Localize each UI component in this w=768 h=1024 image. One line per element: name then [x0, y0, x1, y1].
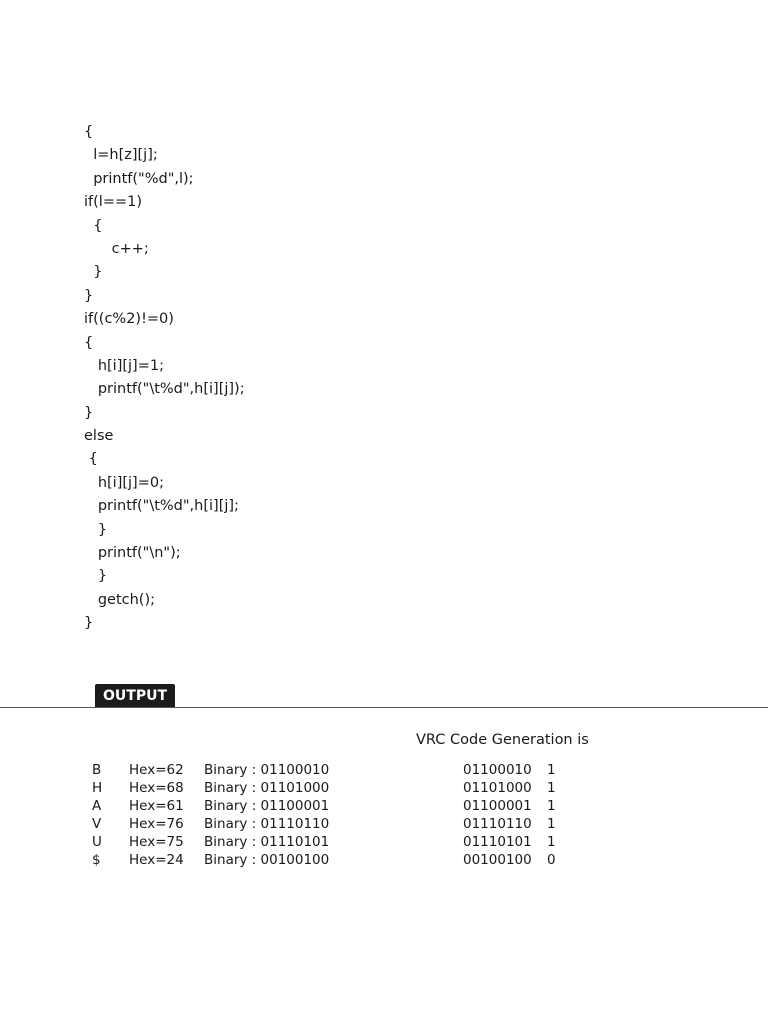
- row-parity-bit: 1: [547, 798, 556, 814]
- code-line: h[i][j]=0;: [84, 474, 164, 491]
- row-vrc-code: 01101000: [463, 780, 532, 796]
- output-row: [0, 779, 768, 797]
- row-character: $: [92, 852, 101, 868]
- code-line: printf("%d",l);: [84, 170, 194, 187]
- row-character: U: [92, 834, 102, 850]
- row-hex: Hex=62: [129, 762, 184, 778]
- output-row: [0, 797, 768, 815]
- row-binary: Binary : 01101000: [204, 780, 330, 796]
- row-vrc-code: 01110110: [463, 816, 532, 832]
- code-line: }: [84, 521, 108, 538]
- row-parity-bit: 1: [547, 834, 556, 850]
- row-vrc-code: 01100010: [463, 762, 532, 778]
- section-divider: [0, 707, 768, 708]
- row-binary: Binary : 01100010: [204, 762, 330, 778]
- code-line: getch();: [84, 591, 155, 608]
- code-line: }: [84, 264, 103, 281]
- row-character: V: [92, 816, 102, 832]
- code-line: l=h[z][j];: [84, 147, 158, 164]
- code-line: printf("\t%d",h[i][j]);: [84, 381, 245, 398]
- code-line: if(l==1): [84, 194, 142, 211]
- vrc-heading: VRC Code Generation is: [416, 732, 589, 748]
- code-line: c++;: [84, 240, 149, 257]
- row-vrc-code: 00100100: [463, 852, 532, 868]
- row-character: B: [92, 762, 102, 778]
- row-vrc-code: 01100001: [463, 798, 532, 814]
- row-hex: Hex=24: [129, 852, 184, 868]
- code-line: printf("\n");: [84, 545, 181, 562]
- code-line: if((c%2)!=0): [84, 311, 174, 328]
- output-row: [0, 833, 768, 851]
- row-vrc-code: 01110101: [463, 834, 532, 850]
- code-line: printf("\t%d",h[i][j];: [84, 498, 239, 515]
- code-line: {: [84, 124, 94, 140]
- code-line: }: [84, 287, 94, 304]
- code-line: {: [84, 451, 98, 468]
- row-hex: Hex=68: [129, 780, 184, 796]
- output-heading-badge: OUTPUT: [95, 684, 175, 708]
- row-parity-bit: 1: [547, 762, 556, 778]
- row-parity-bit: 0: [547, 852, 556, 868]
- code-line: {: [84, 217, 103, 234]
- output-row: [0, 761, 768, 779]
- code-listing: [84, 121, 245, 636]
- output-row: [0, 815, 768, 833]
- code-line: else: [84, 428, 114, 445]
- code-line: }: [84, 404, 94, 421]
- row-parity-bit: 1: [547, 816, 556, 832]
- row-binary: Binary : 01100001: [204, 798, 330, 814]
- row-binary: Binary : 01110110: [204, 816, 330, 832]
- output-table: [0, 761, 768, 869]
- row-character: A: [92, 798, 102, 814]
- row-parity-bit: 1: [547, 780, 556, 796]
- code-line: }: [84, 568, 108, 585]
- row-binary: Binary : 00100100: [204, 852, 330, 868]
- row-character: H: [92, 780, 103, 796]
- code-line: }: [84, 615, 94, 632]
- row-hex: Hex=75: [129, 834, 184, 850]
- code-line: {: [84, 334, 94, 351]
- output-row: [0, 851, 768, 869]
- row-hex: Hex=76: [129, 816, 184, 832]
- row-binary: Binary : 01110101: [204, 834, 330, 850]
- row-hex: Hex=61: [129, 798, 184, 814]
- code-line: h[i][j]=1;: [84, 357, 164, 374]
